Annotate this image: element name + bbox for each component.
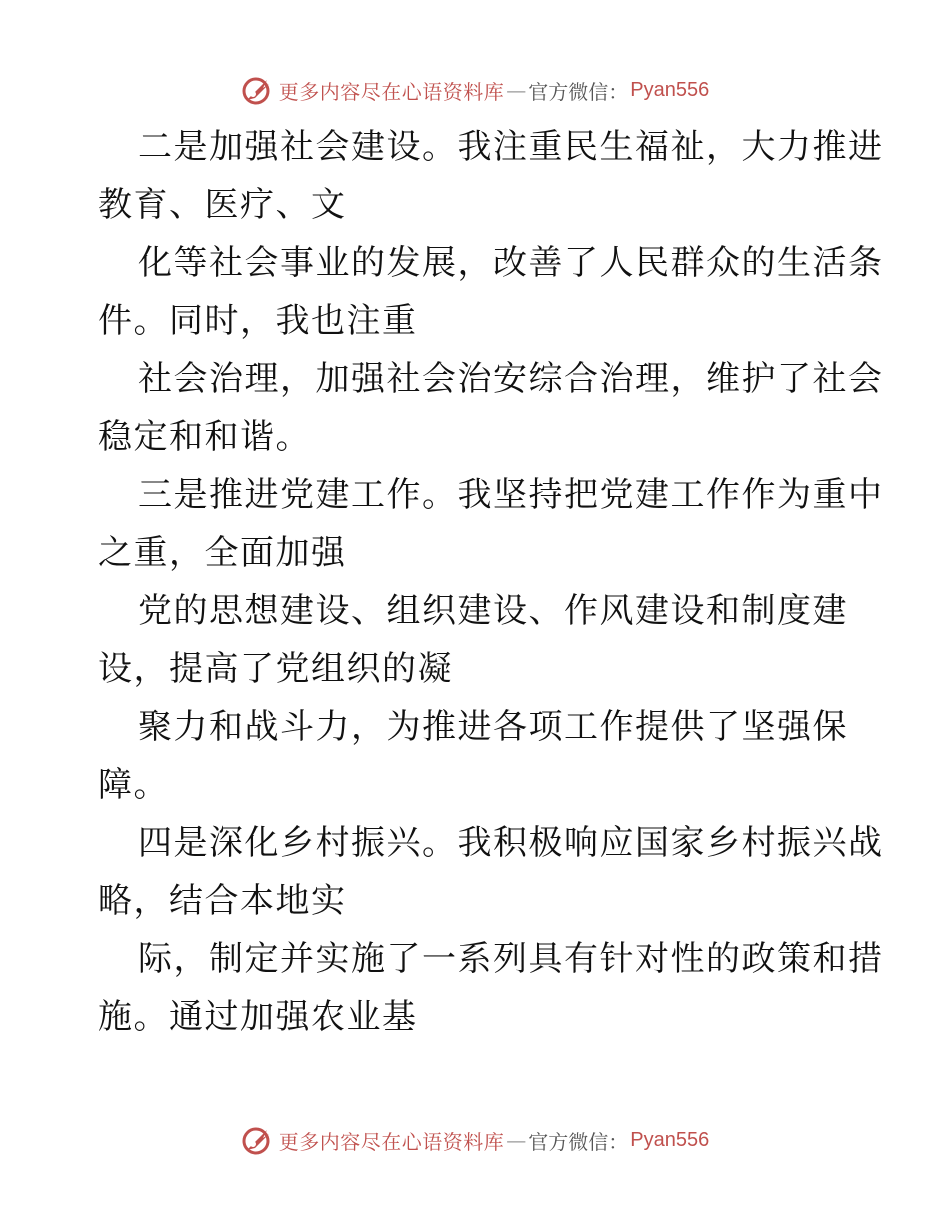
header-watermark [0,72,950,108]
watermark-site-name: 更多内容尽在心语资料库 [278,79,505,104]
text-line: 际，制定并实施了一系列具有针对性的政策和措 [138,939,884,979]
text-line: 设，提高了党组织的凝 [98,649,453,689]
text-line: 党的思想建设、组织建设、作风建设和制度建 [138,591,848,631]
text-line: 社会治理，加强社会治安综合治理，维护了社会 [138,359,884,399]
watermark-dash: — [506,1128,527,1152]
text-line: 障。 [98,765,169,805]
text-line: 化等社会事业的发展，改善了人民群众的生活条 [138,243,884,283]
watermark-site-name: 更多内容尽在心语资料库 [278,1129,505,1154]
text-line: 件。同时，我也注重 [98,301,418,341]
quill-logo-icon [241,74,273,106]
text-line: 施。通过加强农业基 [98,997,418,1037]
quill-logo-icon [241,1124,273,1156]
document-body [98,118,884,1046]
footer-watermark [0,1122,950,1158]
text-line: 略，结合本地实 [98,881,347,921]
text-line: 之重，全面加强 [98,533,347,573]
watermark-wechat-id: Pyan556 [630,78,710,101]
text-line: 稳定和和谐。 [98,417,311,457]
watermark-label: 官方微信： [528,79,629,104]
text-line: 三是推进党建工作。我坚持把党建工作作为重中 [138,475,884,515]
watermark-label: 官方微信： [528,1129,629,1154]
text-line: 四是深化乡村振兴。我积极响应国家乡村振兴战 [138,823,884,863]
watermark-wechat-id: Pyan556 [630,1128,710,1151]
text-line: 聚力和战斗力，为推进各项工作提供了坚强保 [138,707,848,747]
text-line: 二是加强社会建设。我注重民生福祉，大力推进 [138,127,884,167]
watermark-dash: — [506,78,527,102]
text-line: 教育、医疗、文 [98,185,347,225]
